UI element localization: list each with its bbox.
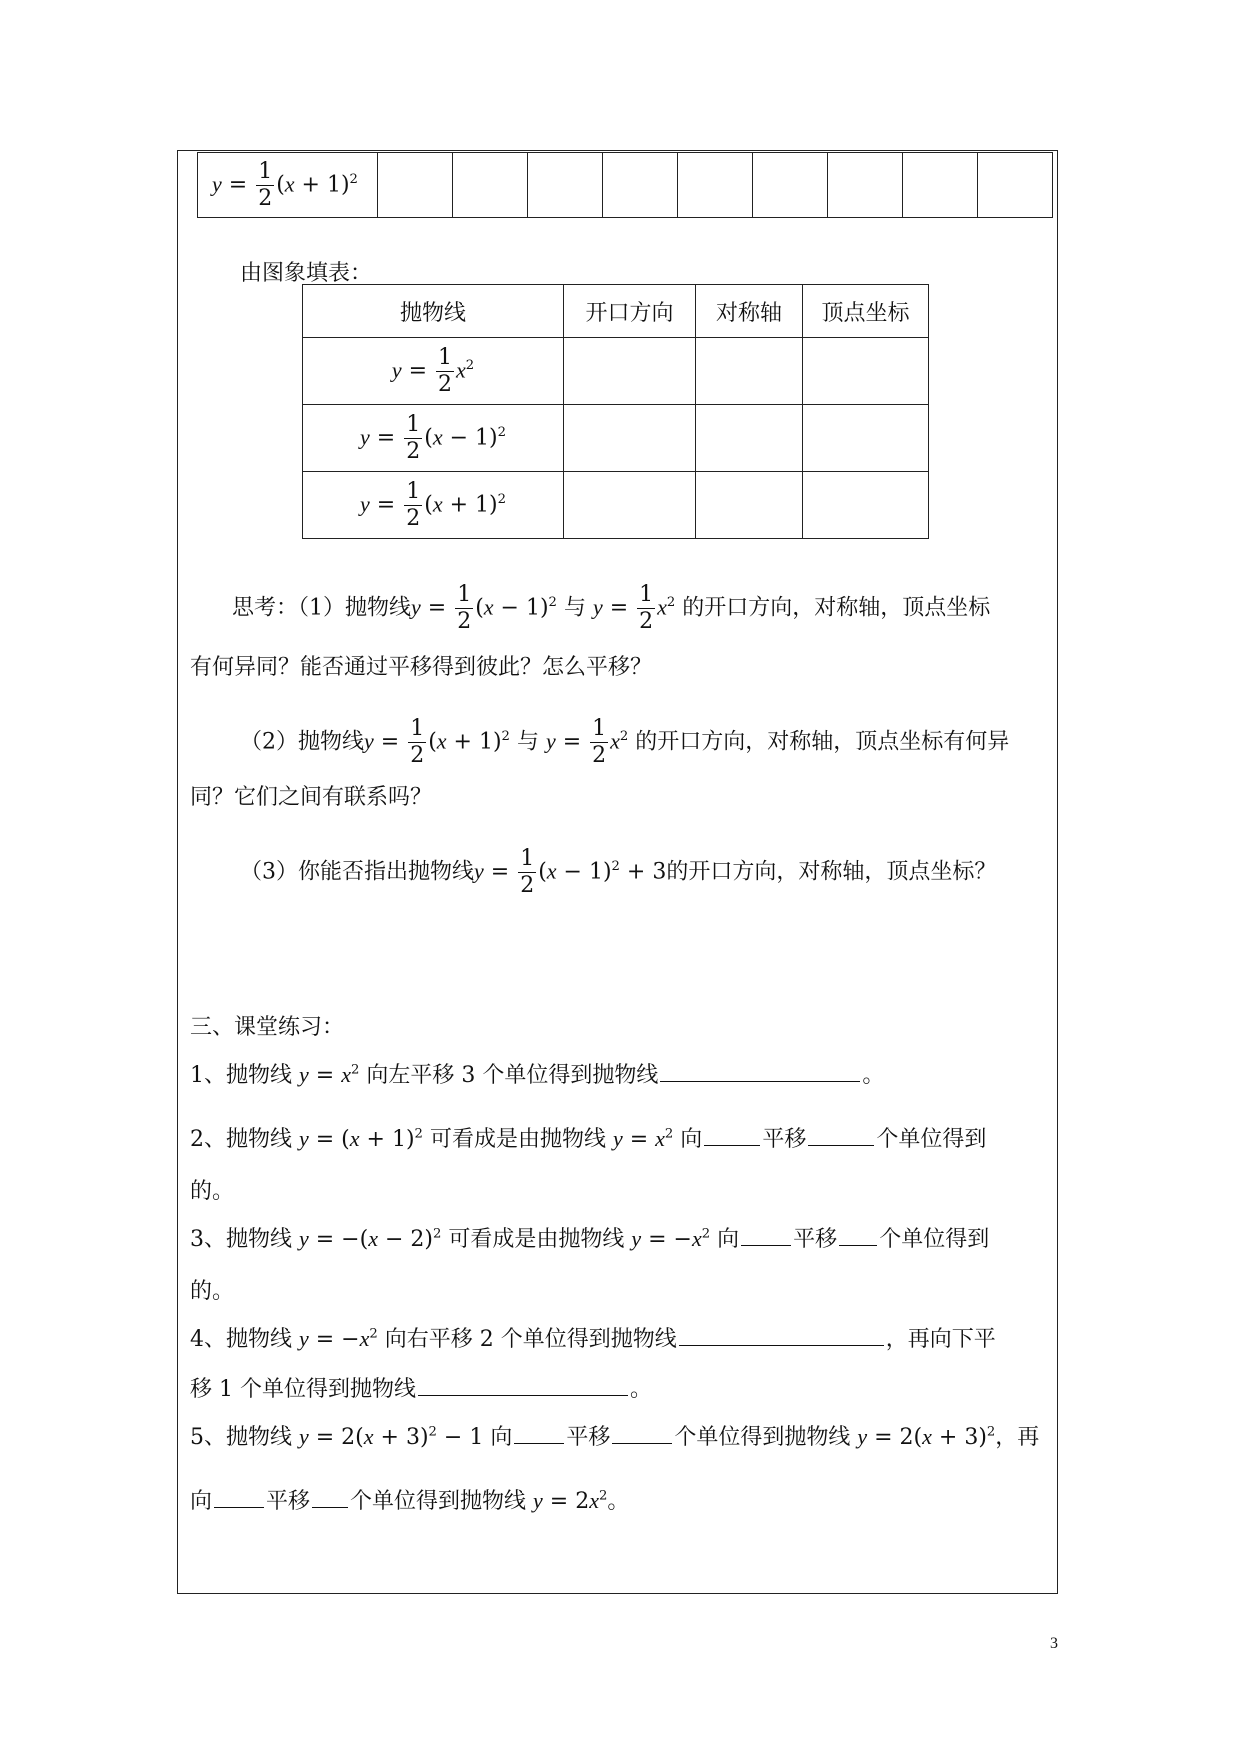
exercise-3-line1: 3、抛物线 $y = -(x - 2)^2$ 可看成是由抛物线 $y = -x^2$ 向 平移 个单位得到 (190, 1226, 990, 1252)
table-cell (528, 153, 603, 218)
page-number: 3 (1050, 1635, 1058, 1652)
table-cell (696, 405, 803, 472)
exercise-5-line2: 向 平移 个单位得到抛物线 $y = 2x^2$。 (190, 1488, 630, 1514)
row-formula: y = $\frac{1}{2}$ $(x + 1)^2$ (198, 153, 378, 218)
think-q1-line2: 有何异同？能否通过平移得到彼此？怎么平移？ (190, 655, 653, 680)
table-cell (564, 472, 696, 539)
exercise-1: 1、抛物线 $y = x^2$ 向左平移 3 个单位得到抛物线 。 (190, 1062, 885, 1088)
header-vertex: 顶点坐标 (803, 285, 929, 338)
exercise-4-line1: 4、抛物线 $y = -x^2$ 向右平移 2 个单位得到抛物线 ，再向下平 (190, 1326, 996, 1352)
think-q1-line1: 思考：（1）抛物线y = $\frac{1}{2}$ $(x - 1)^2$ 与 y = $\frac{1}{2}$ $x^2$ 的开口方向，对称轴，顶点坐标 (232, 582, 991, 634)
table-cell (453, 153, 528, 218)
values-table-row (197, 152, 1053, 218)
exercise-title: 三、课堂练习： (190, 1015, 345, 1040)
think-q3: （3）你能否指出抛物线y = $\frac{1}{2}$ $(x - 1)^2 + 3$的开口方向，对称轴，顶点坐标？ (240, 846, 997, 898)
exercise-5-line1: 5、抛物线 $y = 2(x + 3)^2 - 1$ 向 平移 个单位得到抛物线 $y = 2(x + 3)^2$，再 (190, 1424, 1040, 1450)
table-cell (978, 153, 1053, 218)
think-q2-line1: （2）抛物线y = $\frac{1}{2}$ $(x + 1)^2$ 与 y = $\frac{1}{2}$ $x^2$ 的开口方向，对称轴，顶点坐标有何异 (240, 716, 1010, 768)
header-axis: 对称轴 (696, 285, 803, 338)
table-cell (603, 153, 678, 218)
table-cell (378, 153, 453, 218)
exercise-2-line1: 2、抛物线 $y = (x + 1)^2$ 可看成是由抛物线 $y = x^2$ 向 平移 个单位得到 (190, 1126, 987, 1152)
fill-table-intro: 由图象填表： (240, 261, 373, 286)
think-q2-line2: 同？它们之间有联系吗？ (190, 785, 433, 810)
exercise-4-line2: 移 1 个单位得到抛物线 。 (190, 1377, 652, 1402)
formula-cell-2: y = $\frac{1}{2}$ $(x - 1)^2$ (303, 405, 564, 472)
table-cell (696, 338, 803, 405)
header-opening: 开口方向 (564, 285, 696, 338)
fill-table (302, 284, 929, 539)
formula-cell-3: y = $\frac{1}{2}$ $(x + 1)^2$ (303, 472, 564, 539)
table-cell (803, 405, 929, 472)
table-cell (828, 153, 903, 218)
table-cell (696, 472, 803, 539)
table-cell (753, 153, 828, 218)
exercise-2-line2: 的。 (190, 1179, 235, 1204)
table-cell (678, 153, 753, 218)
table-cell (803, 472, 929, 539)
formula-cell-1: y = $\frac{1}{2}$ $x^2$ (303, 338, 564, 405)
table-cell (564, 405, 696, 472)
exercise-3-line2: 的。 (190, 1279, 235, 1304)
table-cell (903, 153, 978, 218)
header-parabola: 抛物线 (303, 285, 564, 338)
table-cell (803, 338, 929, 405)
table-cell (564, 338, 696, 405)
